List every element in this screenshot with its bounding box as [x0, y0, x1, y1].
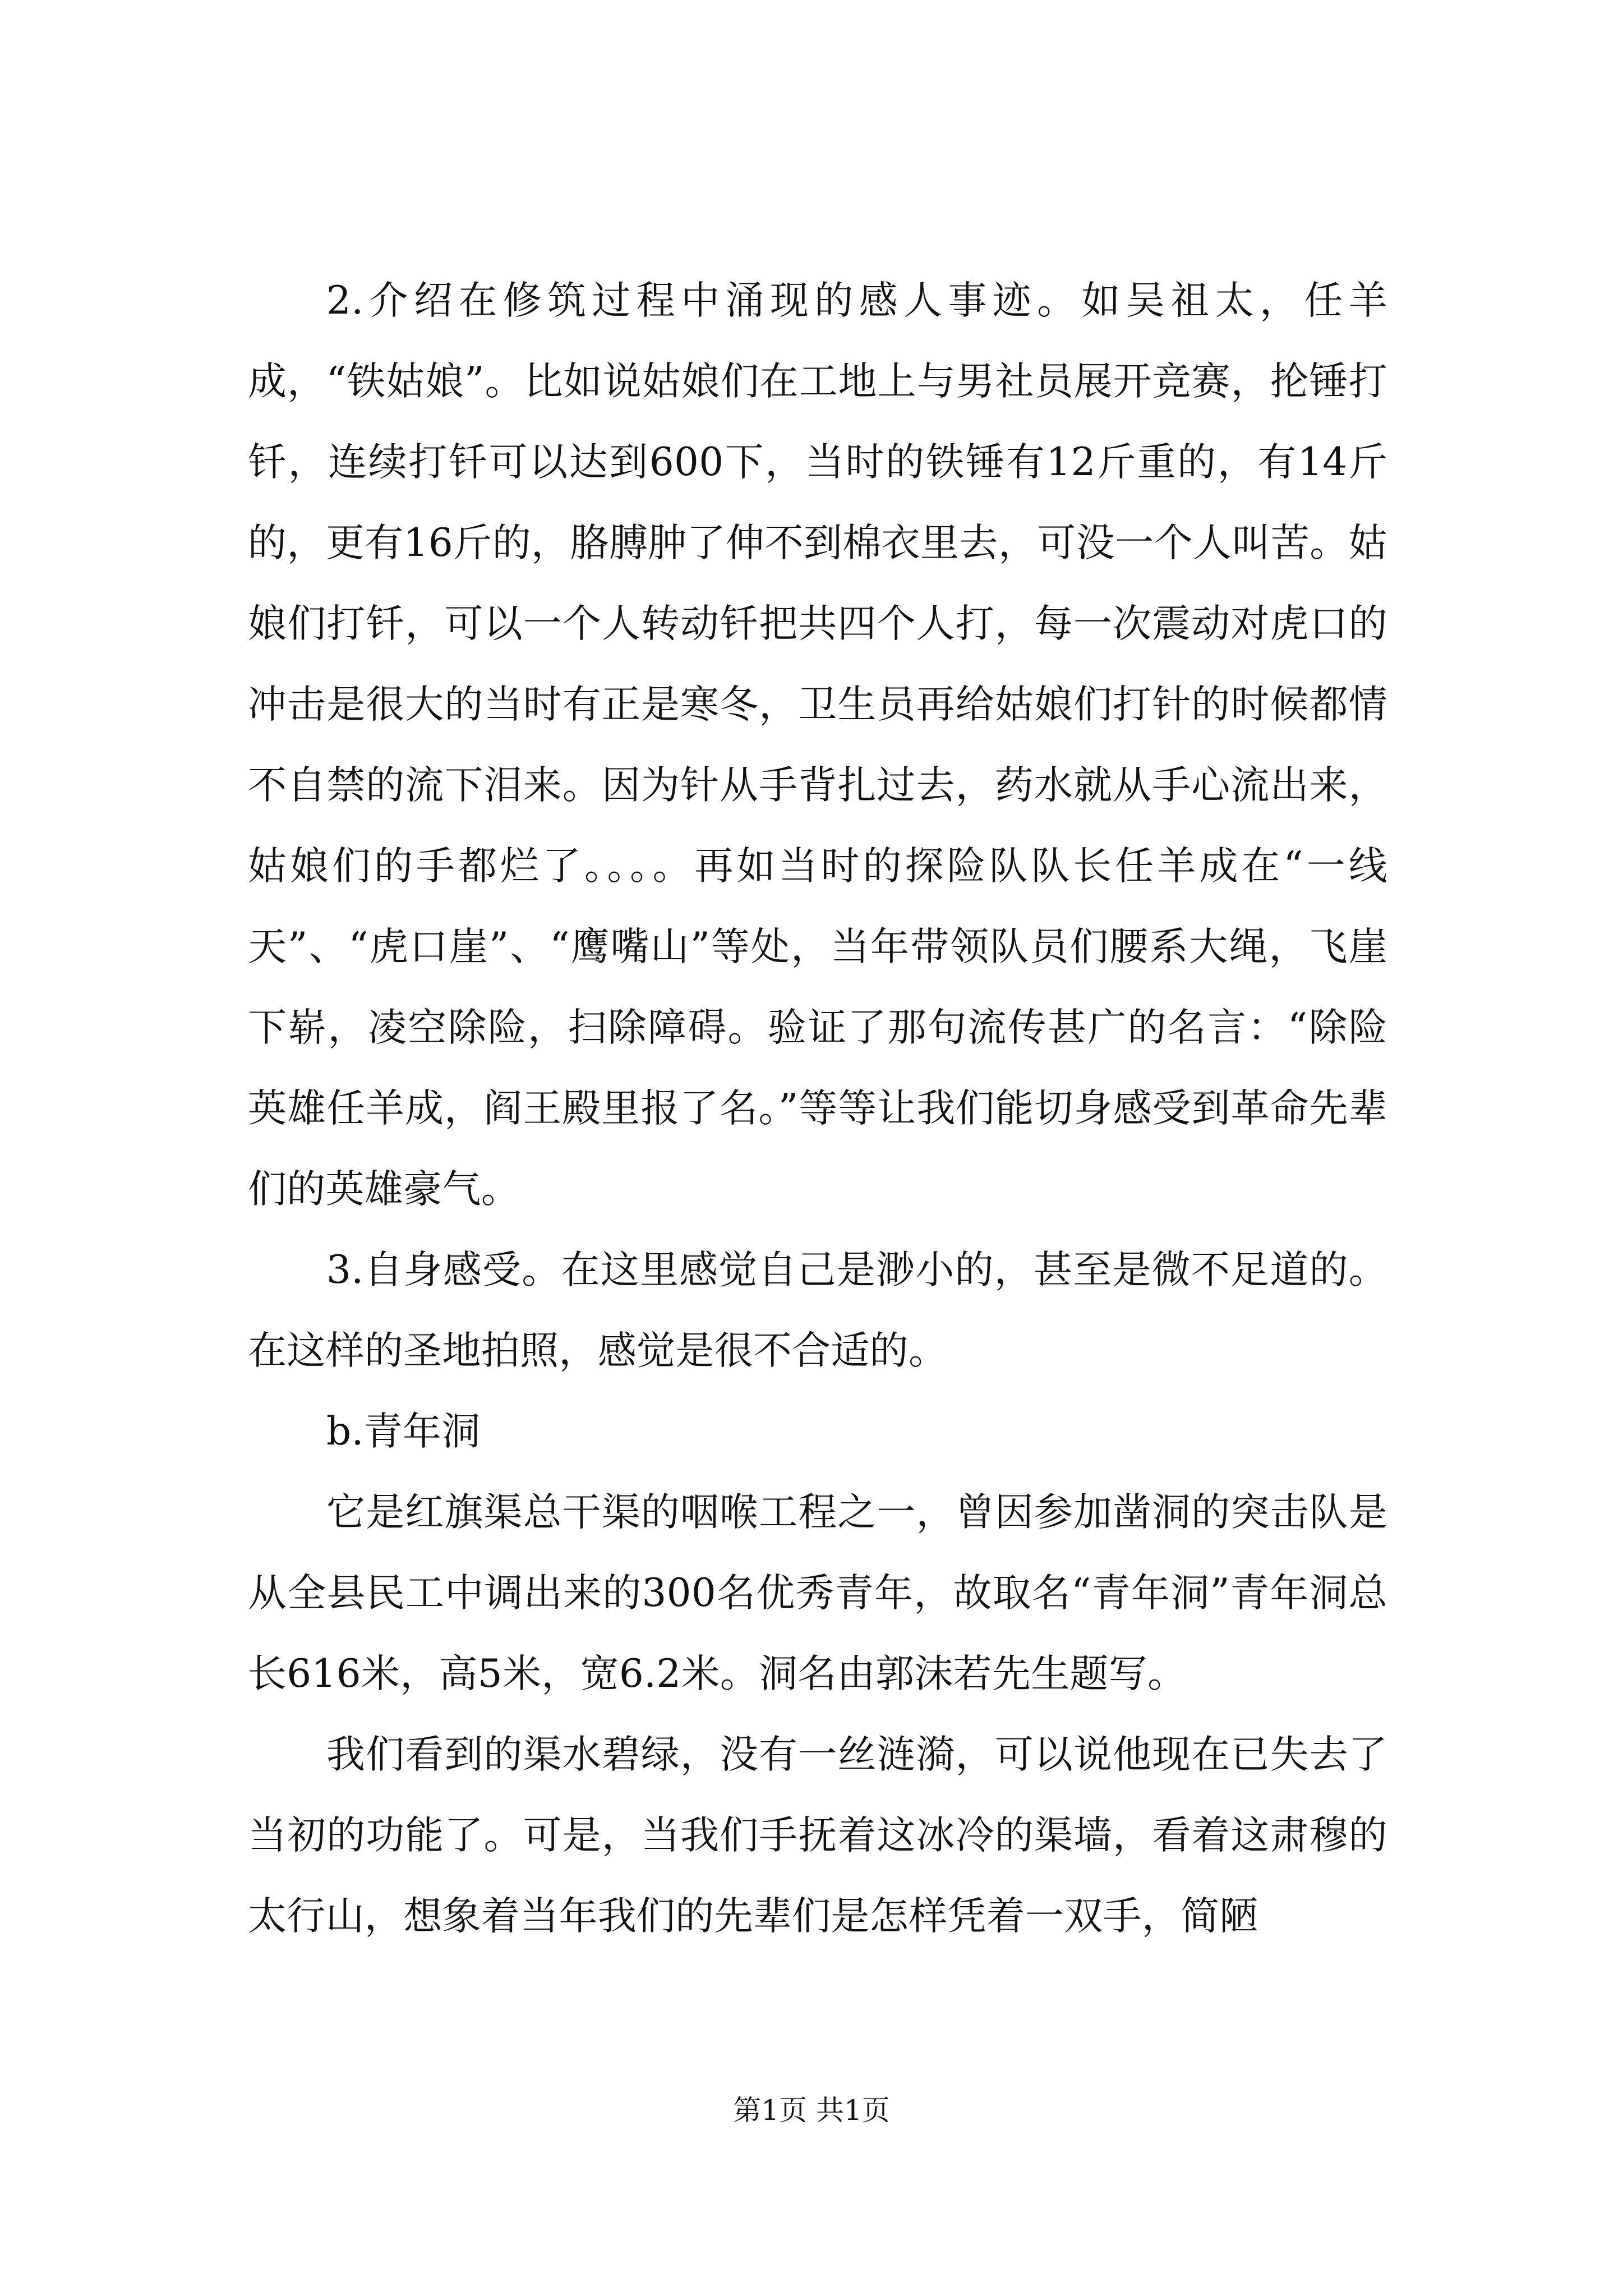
paragraph-personal-feelings: 3.自身感受。在这里感觉自己是渺小的，甚至是微不足道的。在这样的圣地拍照，感觉是很不合适的。 — [248, 1248, 1387, 1373]
paragraph-canal-reflection: 我们看到的渠水碧绿，没有一丝涟漪，可以说他现在已失去了当初的功能了。可是，当我们手抚着这冰冷的渠墙，看着这肃穆的太行山，想象着当年我们的先辈们是怎样凭着一双手，简陋 — [248, 1732, 1387, 1939]
body-text — [248, 260, 1387, 1957]
paragraph-achievements: 2.介绍在修筑过程中涌现的感人事迹。如吴祖太，任羊成，“铁姑娘”。比如说姑娘们在工地上与男社员展开竞赛，抡锤打钎，连续打钎可以达到600下，当时的铁锤有12斤重的，有14斤的，更有16斤的，胳膊肿了伸不到棉衣里去，可没一个人叫苦。姑娘们打钎，可以一个人转动钎把共四个人打，每一次震动对虎口的冲击是很大的当时有正是寒冬，卫生员再给姑娘们打针的时候都情不自禁的流下泪来。因为针从手背扎过去，药水就从手心流出来，姑娘们的手都烂了。。。。再如当时的探险队队长任羊成在“一线天”、“虎口崖”、“鹰嘴山”等处，当年带领队员们腰系大绳，飞崖下崭，凌空除险，扫除障碍。验证了那句流传甚广的名言：“除险英雄任羊成，阎王殿里报了名。”等等让我们能切身感受到革命先辈们的英雄豪气。 — [248, 278, 1387, 1212]
page-footer: 第1页 共1页 — [733, 2094, 890, 2127]
paragraph-youth-tunnel: 它是红旗渠总干渠的咽喉工程之一，曾因参加凿洞的突击队是从全县民工中调出来的300名优秀青年，故取名“青年洞”青年洞总长616米，高5米，宽6.2米。洞名由郭沫若先生题写。 — [248, 1490, 1387, 1696]
section-heading-youth-tunnel: b.青年洞 — [326, 1409, 481, 1454]
